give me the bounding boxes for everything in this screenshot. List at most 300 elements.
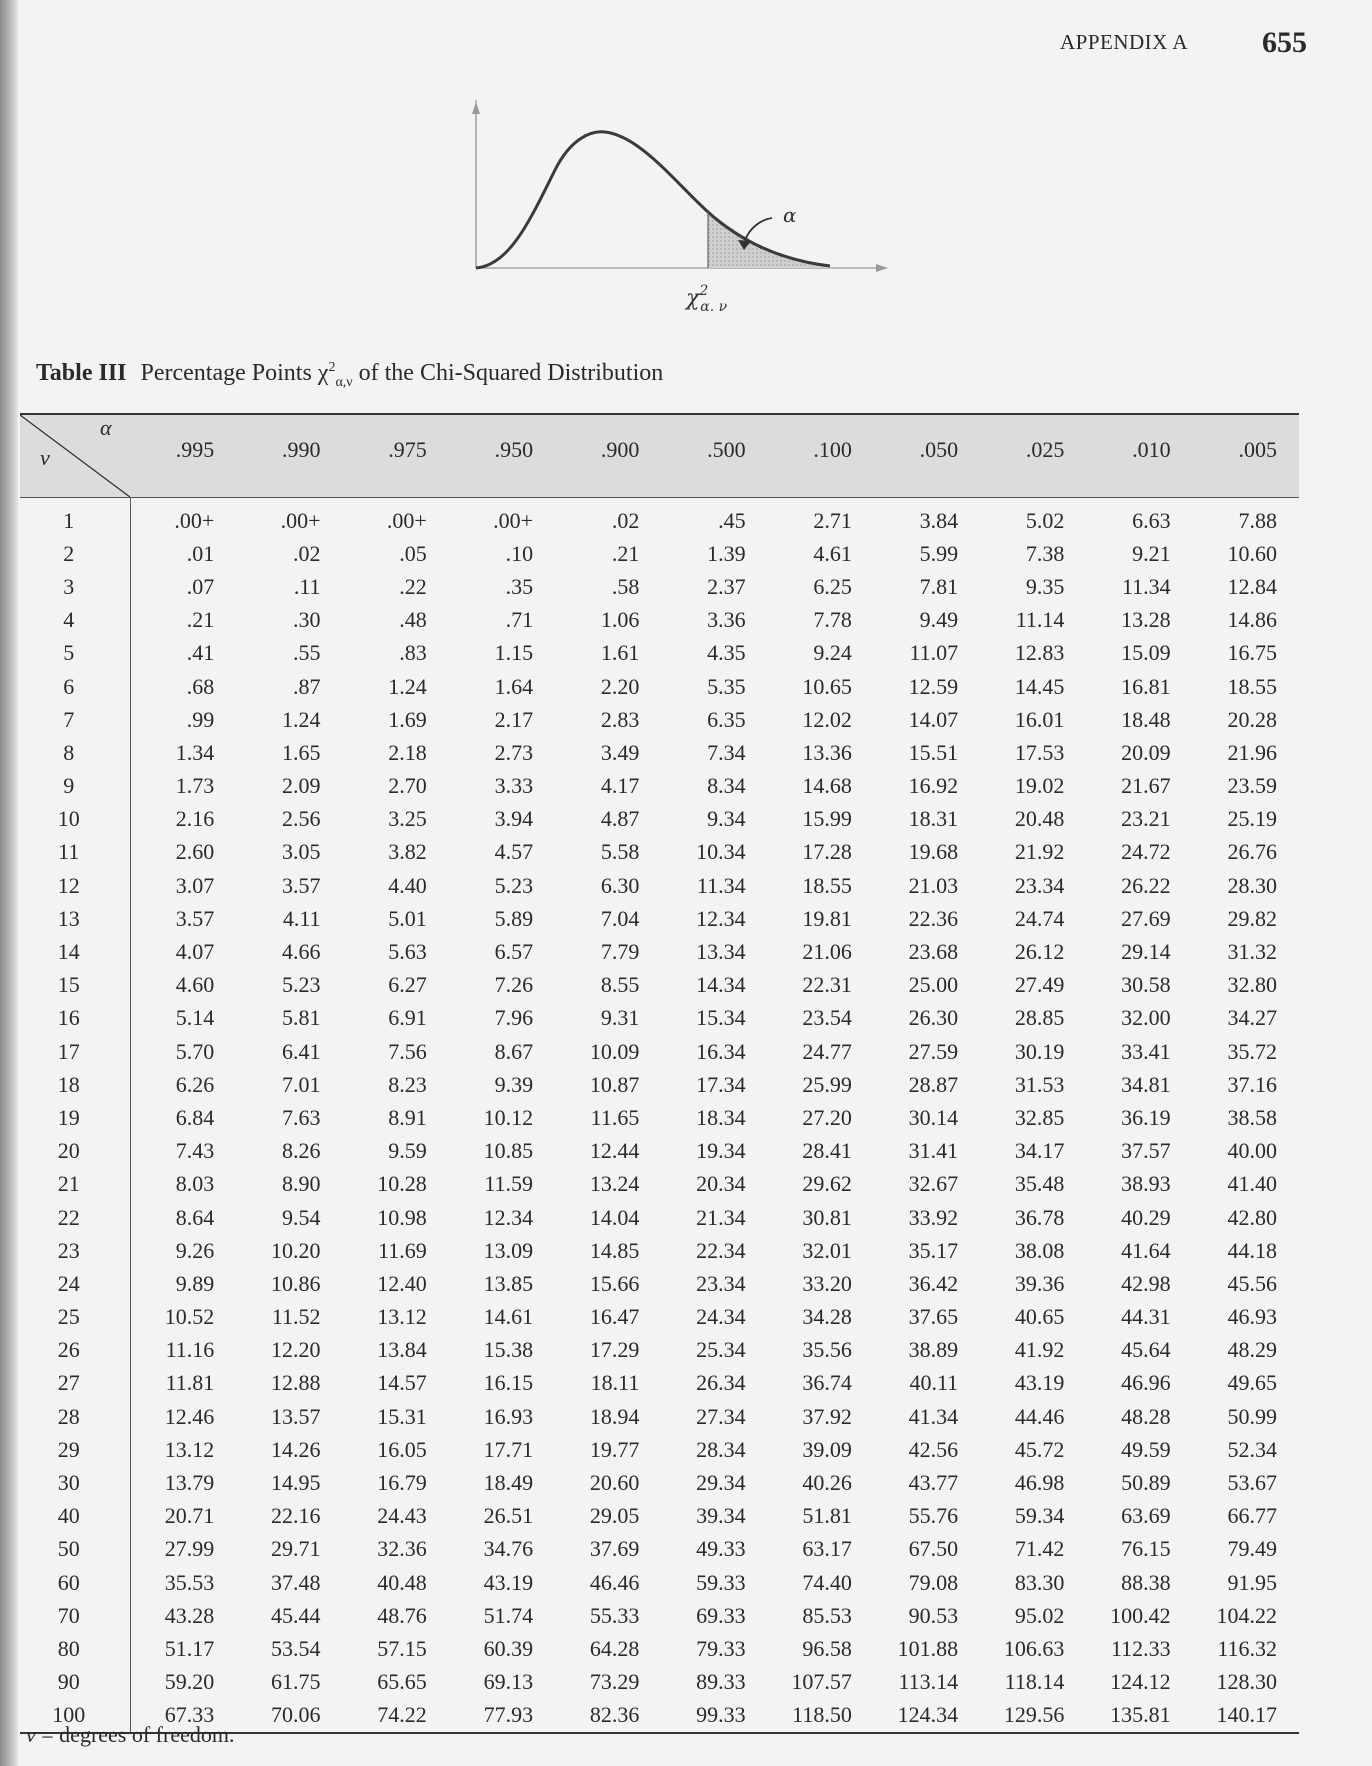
- column-header: .995: [130, 415, 236, 498]
- degrees-of-freedom-cell: 11: [20, 836, 130, 869]
- percentage-point-cell: .07: [186, 573, 215, 599]
- degrees-of-freedom-cell: 13: [20, 902, 130, 935]
- percentage-point-cell: 32.00: [1121, 1005, 1171, 1031]
- caption-text: Percentage Points $\chi^2_{\alpha,\nu}$ of the Chi-Squared Distribution: [140, 360, 664, 390]
- percentage-point-cell: 2.09: [282, 773, 321, 799]
- percentage-point-cell: .01: [186, 540, 215, 566]
- degrees-of-freedom-cell: 17: [20, 1035, 130, 1068]
- percentage-point-cell: 11.16: [165, 1337, 215, 1363]
- corner-diagonal: [20, 415, 130, 497]
- percentage-point-cell: 45.44: [271, 1602, 321, 1628]
- percentage-point-cell: 16.34: [696, 1038, 746, 1064]
- table-row: [20, 902, 1299, 935]
- percentage-point-cell: 79.08: [908, 1569, 959, 1595]
- percentage-point-cell: 25.19: [1227, 806, 1277, 832]
- percentage-point-cell: 55.33: [589, 1602, 640, 1628]
- percentage-point-cell: 29.05: [589, 1503, 640, 1529]
- percentage-point-cell: 24.74: [1014, 905, 1065, 931]
- percentage-point-cell: 50.99: [1227, 1403, 1277, 1429]
- percentage-point-cell: 14.57: [377, 1370, 427, 1396]
- percentage-point-cell: 5.58: [600, 839, 640, 865]
- percentage-point-cell: 4.35: [707, 640, 746, 666]
- percentage-point-cell: 35.56: [802, 1337, 852, 1363]
- percentage-point-cell: 100.42: [1110, 1602, 1171, 1628]
- table-row: [20, 1632, 1299, 1665]
- percentage-point-cell: 9.89: [175, 1270, 215, 1296]
- percentage-point-cell: 104.22: [1216, 1602, 1277, 1628]
- percentage-point-cell: 5.89: [494, 905, 534, 931]
- degrees-of-freedom-cell: 8: [20, 736, 130, 769]
- percentage-point-cell: 20.28: [1227, 706, 1277, 732]
- percentage-point-cell: 49.59: [1121, 1436, 1171, 1462]
- table-row: [20, 670, 1299, 703]
- percentage-point-cell: 1.65: [282, 739, 321, 765]
- table-row: [20, 1500, 1299, 1533]
- degrees-of-freedom-cell: 50: [20, 1533, 130, 1566]
- percentage-point-cell: 71.42: [1014, 1536, 1065, 1562]
- percentage-point-cell: 27.34: [696, 1403, 746, 1429]
- footnote: ν = degrees of freedom.: [26, 1722, 235, 1747]
- percentage-point-cell: 2.16: [175, 806, 215, 832]
- percentage-point-cell: 38.58: [1227, 1104, 1277, 1130]
- percentage-point-cell: 14.61: [483, 1304, 534, 1330]
- percentage-point-cell: 36.19: [1121, 1104, 1171, 1130]
- table-row: [20, 1566, 1299, 1599]
- percentage-point-cell: 5.23: [282, 972, 321, 998]
- percentage-point-cell: .41: [186, 640, 215, 666]
- percentage-point-cell: 8.55: [600, 972, 640, 998]
- percentage-point-cell: 29.34: [696, 1470, 746, 1496]
- percentage-point-cell: 3.33: [494, 773, 534, 799]
- percentage-point-cell: 5.99: [919, 540, 959, 566]
- percentage-point-cell: 42.56: [908, 1436, 959, 1462]
- percentage-point-cell: 41.40: [1227, 1171, 1277, 1197]
- percentage-point-cell: 3.49: [600, 739, 640, 765]
- percentage-point-cell: .02: [293, 540, 321, 566]
- percentage-point-cell: 10.20: [271, 1237, 321, 1263]
- percentage-point-cell: 4.61: [813, 540, 852, 566]
- percentage-point-cell: 34.76: [483, 1536, 534, 1562]
- percentage-point-cell: 101.88: [897, 1635, 959, 1661]
- percentage-point-cell: 9.35: [1025, 573, 1065, 599]
- percentage-point-cell: 38.93: [1121, 1171, 1171, 1197]
- table-row: [20, 1599, 1299, 1632]
- percentage-point-cell: 11.34: [696, 872, 746, 898]
- table-row: [20, 1367, 1299, 1400]
- percentage-point-cell: 19.81: [802, 905, 852, 931]
- table-row: [20, 570, 1299, 603]
- percentage-point-cell: 43.19: [483, 1569, 534, 1595]
- percentage-point-cell: .35: [505, 573, 534, 599]
- percentage-point-cell: 38.89: [908, 1337, 959, 1363]
- table-row: [20, 1433, 1299, 1466]
- percentage-point-cell: 65.65: [377, 1669, 427, 1695]
- percentage-point-cell: 42.98: [1121, 1270, 1171, 1296]
- percentage-point-cell: 23.59: [1227, 773, 1277, 799]
- tail-area: [708, 212, 830, 268]
- percentage-point-cell: 35.17: [908, 1237, 959, 1263]
- column-header: .990: [236, 415, 342, 498]
- degrees-of-freedom-cell: 30: [20, 1466, 130, 1499]
- degrees-of-freedom-cell: 80: [20, 1632, 130, 1665]
- table-row: [20, 1135, 1299, 1168]
- percentage-point-cell: 9.39: [494, 1071, 534, 1097]
- percentage-point-cell: 1.34: [175, 739, 215, 765]
- percentage-point-cell: 35.48: [1014, 1171, 1065, 1197]
- column-header: .100: [768, 415, 874, 498]
- percentage-point-cell: .00+: [280, 507, 321, 533]
- percentage-point-cell: 16.05: [377, 1436, 427, 1462]
- percentage-point-cell: 36.42: [908, 1270, 959, 1296]
- percentage-point-cell: 8.23: [388, 1071, 427, 1097]
- percentage-point-cell: 32.36: [377, 1536, 427, 1562]
- percentage-point-cell: 10.86: [271, 1270, 321, 1296]
- table-row: [20, 935, 1299, 968]
- percentage-point-cell: 77.93: [483, 1702, 534, 1728]
- degrees-of-freedom-cell: 20: [20, 1135, 130, 1168]
- percentage-point-cell: 70.06: [271, 1702, 321, 1728]
- percentage-point-cell: 2.17: [494, 706, 534, 732]
- percentage-point-cell: 66.77: [1227, 1503, 1277, 1529]
- percentage-point-cell: 40.29: [1121, 1204, 1171, 1230]
- density-curve: [476, 132, 830, 268]
- percentage-point-cell: 11.65: [590, 1104, 640, 1130]
- percentage-point-cell: 15.31: [377, 1403, 427, 1429]
- critical-value-label: $\chi^2$ α. ν: [686, 283, 728, 315]
- percentage-point-cell: 23.21: [1121, 806, 1171, 832]
- percentage-point-cell: 16.92: [908, 773, 959, 799]
- percentage-point-cell: 118.14: [1004, 1669, 1065, 1695]
- percentage-point-cell: 7.04: [600, 905, 640, 931]
- table-row: [20, 1035, 1299, 1068]
- percentage-point-cell: 23.54: [802, 1005, 852, 1031]
- percentage-point-cell: .21: [611, 540, 640, 566]
- percentage-point-cell: 96.58: [802, 1635, 852, 1661]
- percentage-point-cell: 95.02: [1014, 1602, 1065, 1628]
- percentage-point-cell: 61.75: [271, 1669, 321, 1695]
- percentage-point-cell: 74.22: [377, 1702, 427, 1728]
- table-label: Table III: [36, 360, 127, 386]
- table-row: [20, 1101, 1299, 1134]
- percentage-point-cell: 30.58: [1121, 972, 1171, 998]
- percentage-point-cell: 10.85: [483, 1138, 534, 1164]
- percentage-point-cell: 35.53: [164, 1569, 215, 1595]
- percentage-point-cell: 5.23: [494, 872, 534, 898]
- percentage-point-cell: 3.94: [494, 806, 534, 832]
- percentage-point-cell: 33.41: [1121, 1038, 1171, 1064]
- percentage-point-cell: 9.31: [600, 1005, 640, 1031]
- percentage-point-cell: 82.36: [589, 1702, 640, 1728]
- percentage-point-cell: 7.63: [282, 1104, 321, 1130]
- percentage-point-cell: .10: [505, 540, 534, 566]
- percentage-point-cell: 18.49: [483, 1470, 534, 1496]
- percentage-point-cell: 37.48: [271, 1569, 321, 1595]
- percentage-point-cell: 26.30: [908, 1005, 959, 1031]
- percentage-point-cell: 4.17: [600, 773, 640, 799]
- table-row: [20, 770, 1299, 803]
- percentage-point-cell: 6.91: [388, 1005, 427, 1031]
- percentage-point-cell: 7.38: [1025, 540, 1065, 566]
- chi-squared-density-figure: [440, 100, 910, 330]
- percentage-point-cell: .48: [399, 607, 427, 633]
- percentage-point-cell: 31.32: [1227, 939, 1277, 965]
- table-row: [20, 869, 1299, 902]
- percentage-point-cell: 40.48: [377, 1569, 427, 1595]
- percentage-point-cell: 6.63: [1132, 507, 1171, 533]
- percentage-point-cell: 41.92: [1014, 1337, 1065, 1363]
- percentage-point-cell: 107.57: [791, 1669, 852, 1695]
- percentage-point-cell: 7.26: [494, 972, 534, 998]
- percentage-point-cell: 10.52: [164, 1304, 215, 1330]
- percentage-point-cell: 29.71: [271, 1536, 321, 1562]
- percentage-point-cell: 59.33: [696, 1569, 746, 1595]
- percentage-point-cell: 7.88: [1238, 507, 1277, 533]
- degrees-of-freedom-cell: 4: [20, 604, 130, 637]
- percentage-point-cell: .68: [186, 673, 215, 699]
- percentage-point-cell: 5.81: [282, 1005, 321, 1031]
- percentage-point-cell: 43.28: [164, 1602, 215, 1628]
- degrees-of-freedom-cell: 27: [20, 1367, 130, 1400]
- degrees-of-freedom-cell: 23: [20, 1234, 130, 1267]
- percentage-point-cell: 39.36: [1014, 1270, 1065, 1296]
- percentage-point-cell: 8.67: [494, 1038, 534, 1064]
- percentage-point-cell: 4.40: [388, 872, 427, 898]
- percentage-point-cell: 59.34: [1014, 1503, 1065, 1529]
- percentage-point-cell: 57.15: [377, 1635, 427, 1661]
- percentage-point-cell: 53.54: [271, 1635, 321, 1661]
- percentage-point-cell: 2.18: [388, 739, 427, 765]
- percentage-point-cell: 12.20: [271, 1337, 321, 1363]
- percentage-point-cell: 9.21: [1132, 540, 1171, 566]
- percentage-point-cell: 5.35: [707, 673, 746, 699]
- degrees-of-freedom-cell: 3: [20, 570, 130, 603]
- percentage-point-cell: 14.07: [908, 706, 959, 732]
- percentage-point-cell: 2.60: [175, 839, 215, 865]
- percentage-point-cell: 40.26: [802, 1470, 852, 1496]
- percentage-point-cell: 13.24: [589, 1171, 640, 1197]
- percentage-point-cell: 12.59: [908, 673, 959, 699]
- percentage-point-cell: .05: [399, 540, 427, 566]
- percentage-point-cell: 16.47: [589, 1304, 640, 1330]
- percentage-point-cell: 5.02: [1025, 507, 1065, 533]
- percentage-point-cell: 18.31: [908, 806, 959, 832]
- degrees-of-freedom-cell: 15: [20, 969, 130, 1002]
- percentage-point-cell: 21.92: [1014, 839, 1065, 865]
- column-header: .950: [449, 415, 555, 498]
- table-row: [20, 1168, 1299, 1201]
- nu-heading: ν: [40, 445, 50, 470]
- degrees-of-freedom-cell: 70: [20, 1599, 130, 1632]
- percentage-point-cell: 48.76: [377, 1602, 427, 1628]
- column-header: .975: [343, 415, 449, 498]
- percentage-point-cell: 15.38: [483, 1337, 534, 1363]
- percentage-point-cell: 28.85: [1014, 1005, 1065, 1031]
- percentage-point-cell: 34.81: [1121, 1071, 1171, 1097]
- column-header: .025: [980, 415, 1086, 498]
- percentage-point-cell: 11.34: [1121, 573, 1171, 599]
- percentage-point-cell: 15.66: [589, 1270, 640, 1296]
- percentage-point-cell: 24.43: [377, 1503, 427, 1529]
- percentage-point-cell: 140.17: [1216, 1702, 1277, 1728]
- degrees-of-freedom-cell: 28: [20, 1400, 130, 1433]
- percentage-point-cell: 99.33: [696, 1702, 746, 1728]
- column-header: .900: [555, 415, 661, 498]
- percentage-point-cell: 46.98: [1014, 1470, 1065, 1496]
- percentage-point-cell: 49.65: [1227, 1370, 1277, 1396]
- percentage-point-cell: 6.25: [813, 573, 852, 599]
- alpha-label: α: [783, 203, 797, 227]
- table-row: [20, 1002, 1299, 1035]
- percentage-point-cell: 53.67: [1227, 1470, 1277, 1496]
- percentage-point-cell: 55.76: [908, 1503, 959, 1529]
- percentage-point-cell: 63.69: [1121, 1503, 1171, 1529]
- percentage-point-cell: .02: [611, 507, 640, 533]
- degrees-of-freedom-cell: 2: [20, 537, 130, 570]
- percentage-point-cell: 85.53: [802, 1602, 852, 1628]
- percentage-point-cell: 1.24: [388, 673, 427, 699]
- percentage-point-cell: 128.30: [1216, 1669, 1277, 1695]
- percentage-point-cell: 9.24: [813, 640, 852, 666]
- percentage-point-cell: 18.34: [696, 1104, 746, 1130]
- percentage-point-cell: 24.72: [1121, 839, 1171, 865]
- percentage-point-cell: 2.83: [600, 706, 640, 732]
- percentage-point-cell: 1.61: [600, 640, 640, 666]
- percentage-point-cell: 9.54: [282, 1204, 321, 1230]
- percentage-point-cell: 29.82: [1227, 905, 1277, 931]
- percentage-point-cell: 21.03: [908, 872, 959, 898]
- percentage-point-cell: 13.34: [696, 939, 746, 965]
- percentage-point-cell: 10.87: [589, 1071, 640, 1097]
- percentage-point-cell: 106.63: [1003, 1635, 1065, 1661]
- percentage-point-cell: 27.59: [908, 1038, 959, 1064]
- percentage-point-cell: 21.34: [696, 1204, 746, 1230]
- percentage-point-cell: 40.11: [909, 1370, 959, 1396]
- percentage-point-cell: 7.96: [494, 1005, 534, 1031]
- percentage-point-cell: 4.87: [600, 806, 640, 832]
- table-row: [20, 1301, 1299, 1334]
- table-row: [20, 604, 1299, 637]
- percentage-point-cell: 4.11: [282, 905, 321, 931]
- percentage-point-cell: .21: [186, 607, 215, 633]
- percentage-point-cell: 40.00: [1227, 1138, 1277, 1164]
- percentage-point-cell: 26.51: [483, 1503, 534, 1529]
- percentage-point-cell: 19.77: [589, 1436, 640, 1462]
- percentage-point-cell: 25.00: [908, 972, 959, 998]
- percentage-point-cell: 124.12: [1110, 1669, 1171, 1695]
- percentage-point-cell: 35.72: [1227, 1038, 1277, 1064]
- table-row: [20, 703, 1299, 736]
- table-row: [20, 969, 1299, 1002]
- percentage-point-cell: 118.50: [792, 1702, 852, 1728]
- percentage-point-cell: .83: [399, 640, 427, 666]
- percentage-point-cell: 23.34: [1014, 872, 1065, 898]
- percentage-point-cell: 6.57: [494, 939, 534, 965]
- percentage-point-cell: 25.99: [802, 1071, 852, 1097]
- percentage-point-cell: .30: [293, 607, 321, 633]
- percentage-point-cell: 59.20: [164, 1669, 215, 1695]
- percentage-point-cell: 33.92: [908, 1204, 959, 1230]
- degrees-of-freedom-cell: 100: [20, 1699, 130, 1732]
- percentage-point-cell: 113.14: [898, 1669, 959, 1695]
- percentage-point-cell: 1.24: [282, 706, 321, 732]
- percentage-point-cell: .99: [186, 706, 215, 732]
- percentage-point-cell: 20.09: [1121, 739, 1171, 765]
- table-row: [20, 1068, 1299, 1101]
- percentage-point-cell: .58: [611, 573, 640, 599]
- percentage-point-cell: 25.34: [696, 1337, 746, 1363]
- percentage-point-cell: 63.17: [802, 1536, 852, 1562]
- percentage-point-cell: 18.55: [802, 872, 852, 898]
- percentage-point-cell: 48.29: [1227, 1337, 1277, 1363]
- percentage-point-cell: 129.56: [1003, 1702, 1065, 1728]
- percentage-point-cell: 24.34: [696, 1304, 746, 1330]
- column-header: .005: [1193, 415, 1299, 498]
- percentage-point-cell: 38.08: [1014, 1237, 1065, 1263]
- percentage-point-cell: 3.25: [388, 806, 427, 832]
- percentage-point-cell: 5.01: [388, 905, 427, 931]
- percentage-point-cell: 3.82: [388, 839, 427, 865]
- percentage-point-cell: 45.72: [1014, 1436, 1065, 1462]
- percentage-point-cell: 12.34: [696, 905, 746, 931]
- percentage-point-cell: 13.79: [164, 1470, 215, 1496]
- percentage-point-cell: 12.02: [802, 706, 852, 732]
- percentage-point-cell: 40.65: [1014, 1304, 1065, 1330]
- percentage-point-cell: 33.20: [802, 1270, 852, 1296]
- percentage-point-cell: 14.34: [696, 972, 746, 998]
- percentage-point-cell: 16.79: [377, 1470, 427, 1496]
- percentage-point-cell: 8.03: [175, 1171, 215, 1197]
- percentage-point-cell: 41.34: [908, 1403, 959, 1429]
- corner-cell: [20, 415, 130, 498]
- percentage-point-cell: 32.85: [1014, 1104, 1065, 1130]
- percentage-point-cell: 50.89: [1121, 1470, 1171, 1496]
- percentage-point-cell: 14.95: [271, 1470, 321, 1496]
- percentage-point-cell: 69.33: [696, 1602, 746, 1628]
- percentage-point-cell: .00+: [174, 507, 215, 533]
- table-caption: [36, 360, 663, 391]
- percentage-point-cell: .22: [399, 573, 427, 599]
- percentage-point-cell: 23.68: [908, 939, 959, 965]
- percentage-point-cell: 27.99: [164, 1536, 215, 1562]
- percentage-point-cell: 52.34: [1227, 1436, 1277, 1462]
- percentage-point-cell: 20.34: [696, 1171, 746, 1197]
- percentage-point-cell: 41.64: [1121, 1237, 1171, 1263]
- percentage-point-cell: 60.39: [483, 1635, 534, 1661]
- percentage-point-cell: 28.87: [908, 1071, 959, 1097]
- percentage-point-cell: 11.59: [484, 1171, 534, 1197]
- percentage-point-cell: 15.99: [802, 806, 852, 832]
- percentage-point-cell: 69.13: [483, 1669, 534, 1695]
- percentage-point-cell: 12.83: [1014, 640, 1065, 666]
- percentage-point-cell: 8.34: [707, 773, 746, 799]
- percentage-point-cell: 18.48: [1121, 706, 1171, 732]
- percentage-point-cell: 51.74: [483, 1602, 534, 1628]
- percentage-point-cell: 4.07: [175, 939, 215, 965]
- percentage-point-cell: 6.30: [600, 872, 640, 898]
- percentage-point-cell: 27.49: [1014, 972, 1065, 998]
- percentage-point-cell: 1.39: [707, 540, 746, 566]
- percentage-point-cell: 27.69: [1121, 905, 1171, 931]
- table-row: [20, 1666, 1299, 1699]
- degrees-of-freedom-cell: 29: [20, 1433, 130, 1466]
- percentage-point-cell: 76.15: [1121, 1536, 1171, 1562]
- degrees-of-freedom-cell: 18: [20, 1068, 130, 1101]
- percentage-point-cell: 10.65: [802, 673, 852, 699]
- percentage-point-cell: 46.93: [1227, 1304, 1277, 1330]
- degrees-of-freedom-cell: 60: [20, 1566, 130, 1599]
- percentage-point-cell: 6.41: [282, 1038, 321, 1064]
- percentage-point-cell: 21.96: [1227, 739, 1277, 765]
